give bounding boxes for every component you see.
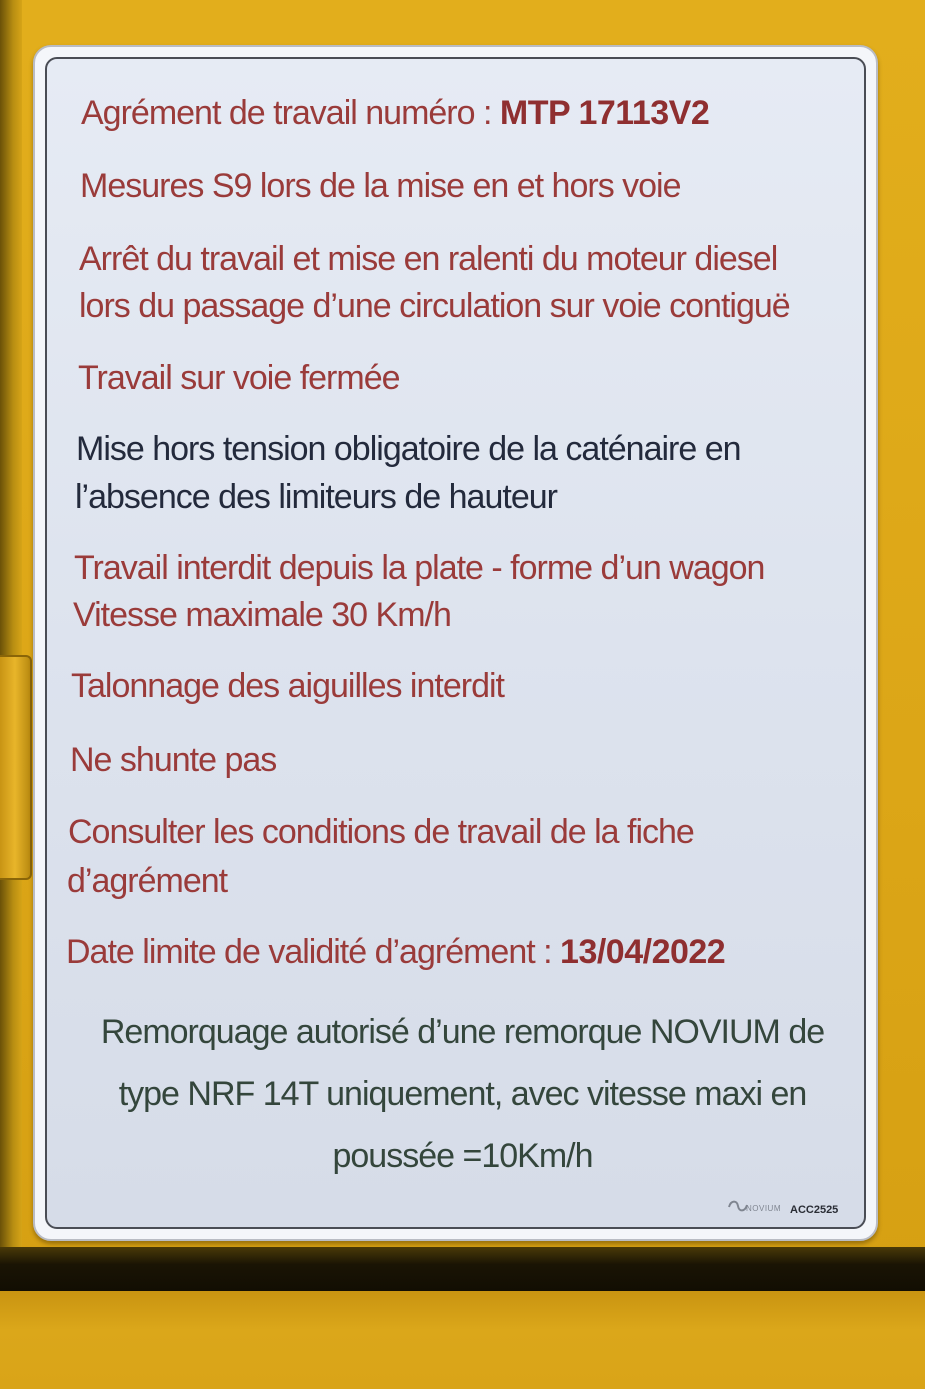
catenary-line-2: l’absence des limiteurs de hauteur [75, 478, 557, 516]
consult-line-1: Consulter les conditions de travail de la fiche [68, 813, 694, 851]
vehicle-lower-panel [0, 1291, 925, 1389]
footer-code: ACC2525 [790, 1204, 839, 1216]
catenary-line-1: Mise hors tension obligatoire de la caténaire en [76, 430, 741, 468]
towing-line-3: poussée =10Km/h [332, 1137, 593, 1175]
approval-number: MTP 17113V2 [499, 94, 710, 132]
consult-line-2: d’agrément [67, 862, 228, 900]
diesel-stop-line-2: lors du passage d’une circulation sur voie contiguë [79, 287, 790, 325]
instruction-plate [33, 45, 878, 1241]
towing-line-2: type NRF 14T uniquement, avec vitesse maxi en [118, 1075, 807, 1113]
closed-track-text: Travail sur voie fermée [78, 359, 400, 397]
validity-date: 13/04/2022 [560, 933, 726, 971]
panel-gap-shadow [0, 1247, 925, 1291]
s9-measures-text: Mesures S9 lors de la mise en et hors voie [80, 167, 681, 205]
validity-label: Date limite de validité d’agrément : [66, 933, 561, 971]
vehicle-hinge [0, 655, 32, 880]
towing-line-1: Remorquage autorisé d’une remorque NOVIUM de [100, 1013, 825, 1051]
switches-text: Talonnage des aiguilles interdit [71, 667, 504, 705]
footer-brand: NOVIUM [746, 1204, 781, 1213]
approval-label: Agrément de travail numéro : [81, 94, 500, 132]
wagon-platform-text: Travail interdit depuis la plate - forme d’un wagon [74, 549, 765, 587]
validity-line [66, 929, 725, 975]
no-shunt-text: Ne shunte pas [70, 741, 277, 779]
approval-line [81, 90, 709, 136]
max-speed-text: Vitesse maximale 30 Km/h [73, 596, 451, 634]
diesel-stop-line-1: Arrêt du travail et mise en ralenti du moteur diesel [79, 240, 778, 278]
